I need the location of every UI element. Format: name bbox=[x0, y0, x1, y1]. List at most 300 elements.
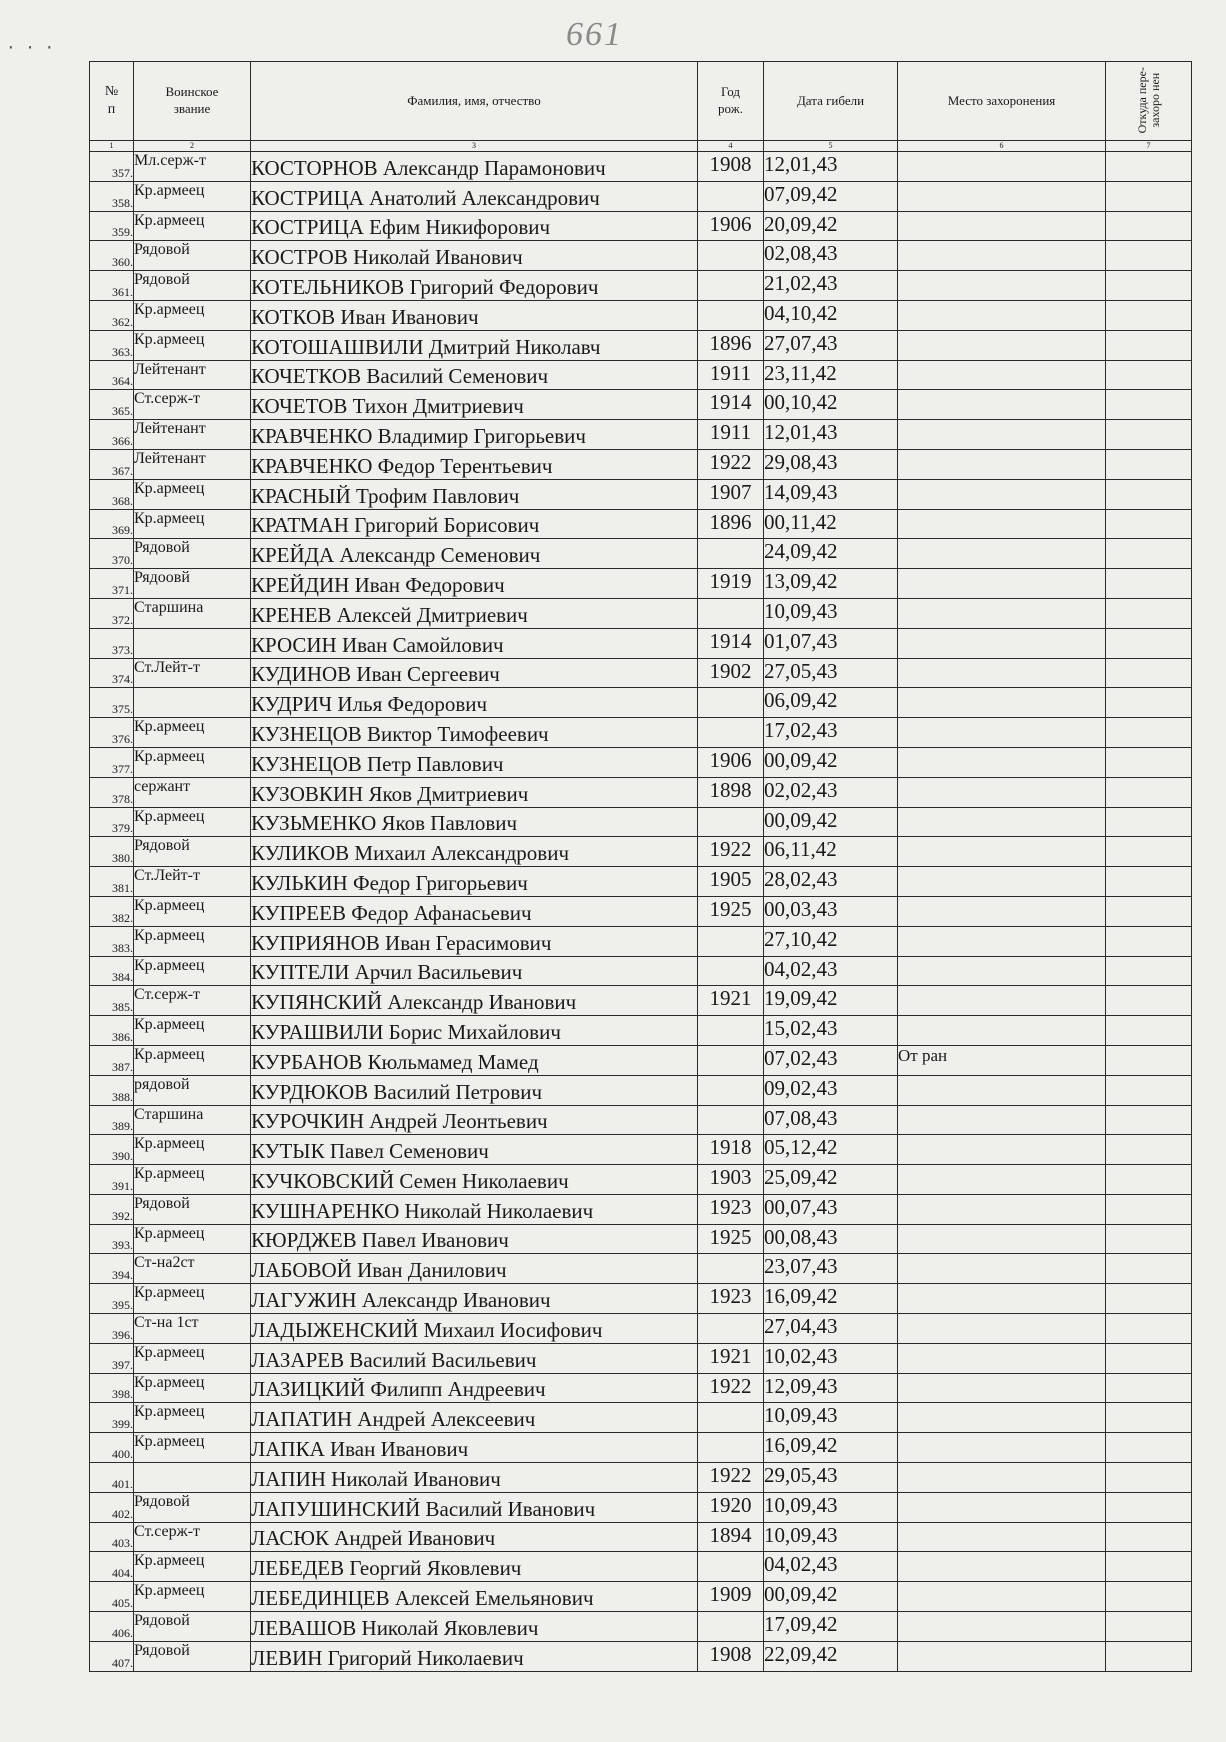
table-row bbox=[90, 360, 1192, 390]
death-date: 00,09,42 bbox=[764, 807, 898, 837]
reburied-from bbox=[1106, 986, 1192, 1016]
birth-year bbox=[698, 1075, 764, 1105]
table-row bbox=[90, 1254, 1192, 1284]
reburied-from bbox=[1106, 1135, 1192, 1165]
military-rank: Рядовой bbox=[134, 1492, 251, 1522]
full-name: ЛАПИН Николай Иванович bbox=[251, 1463, 698, 1493]
reburied-from bbox=[1106, 1612, 1192, 1642]
burial-place bbox=[898, 747, 1106, 777]
military-rank bbox=[134, 628, 251, 658]
birth-year bbox=[698, 598, 764, 628]
birth-year: 1909 bbox=[698, 1582, 764, 1612]
birth-year: 1923 bbox=[698, 1194, 764, 1224]
death-date: 00,03,43 bbox=[764, 896, 898, 926]
burial-place bbox=[898, 479, 1106, 509]
death-date: 22,09,42 bbox=[764, 1641, 898, 1671]
burial-place bbox=[898, 241, 1106, 271]
military-rank: Кр.армеец bbox=[134, 479, 251, 509]
birth-year bbox=[698, 718, 764, 748]
military-rank: Кр.армеец bbox=[134, 1224, 251, 1254]
military-rank: Ст.Лейт-т bbox=[134, 867, 251, 897]
full-name: КУЧКОВСКИЙ Семен Николаевич bbox=[251, 1165, 698, 1195]
row-number: 401. bbox=[90, 1463, 134, 1493]
table-row bbox=[90, 1314, 1192, 1344]
burial-place bbox=[898, 449, 1106, 479]
death-date: 06,11,42 bbox=[764, 837, 898, 867]
column-number: 5 bbox=[764, 141, 898, 152]
reburied-from bbox=[1106, 360, 1192, 390]
full-name: ЛАПУШИНСКИЙ Василий Иванович bbox=[251, 1492, 698, 1522]
reburied-from bbox=[1106, 1433, 1192, 1463]
military-rank: Кр.армеец bbox=[134, 1582, 251, 1612]
reburied-from bbox=[1106, 926, 1192, 956]
table-row bbox=[90, 1105, 1192, 1135]
full-name: КУЗЬМЕНКО Яков Павлович bbox=[251, 807, 698, 837]
military-rank: Старшина bbox=[134, 1105, 251, 1135]
table-row bbox=[90, 956, 1192, 986]
full-name: ЛАПАТИН Андрей Алексеевич bbox=[251, 1403, 698, 1433]
birth-year bbox=[698, 181, 764, 211]
military-rank: Кр.армеец bbox=[134, 181, 251, 211]
row-number: 407. bbox=[90, 1641, 134, 1671]
burial-place bbox=[898, 807, 1106, 837]
full-name: КРАВЧЕНКО Федор Терентьевич bbox=[251, 449, 698, 479]
birth-year bbox=[698, 1105, 764, 1135]
table-row bbox=[90, 1641, 1192, 1671]
row-number: 399. bbox=[90, 1403, 134, 1433]
death-date: 12,01,43 bbox=[764, 152, 898, 182]
column-number: 3 bbox=[251, 141, 698, 152]
reburied-from bbox=[1106, 1522, 1192, 1552]
death-date: 28,02,43 bbox=[764, 867, 898, 897]
row-number: 371. bbox=[90, 569, 134, 599]
row-number: 363. bbox=[90, 330, 134, 360]
burial-place bbox=[898, 1373, 1106, 1403]
full-name: КРЕЙДИН Иван Федорович bbox=[251, 569, 698, 599]
full-name: КОТЕЛЬНИКОВ Григорий Федорович bbox=[251, 271, 698, 301]
death-date: 09,02,43 bbox=[764, 1075, 898, 1105]
full-name: КУПРИЯНОВ Иван Герасимович bbox=[251, 926, 698, 956]
column-number-row bbox=[90, 141, 1192, 152]
full-name: ЛЕВИН Григорий Николаевич bbox=[251, 1641, 698, 1671]
full-name: КУДРИЧ Илья Федорович bbox=[251, 688, 698, 718]
birth-year: 1918 bbox=[698, 1135, 764, 1165]
full-name: КОСТРОВ Николай Иванович bbox=[251, 241, 698, 271]
burial-place bbox=[898, 1105, 1106, 1135]
death-date: 10,09,43 bbox=[764, 1522, 898, 1552]
death-date: 12,09,43 bbox=[764, 1373, 898, 1403]
burial-place bbox=[898, 628, 1106, 658]
table-row bbox=[90, 1075, 1192, 1105]
row-number: 366. bbox=[90, 420, 134, 450]
birth-year: 1911 bbox=[698, 420, 764, 450]
birth-year: 1896 bbox=[698, 330, 764, 360]
reburied-from bbox=[1106, 1492, 1192, 1522]
death-date: 04,02,43 bbox=[764, 956, 898, 986]
reburied-from bbox=[1106, 271, 1192, 301]
burial-place bbox=[898, 1194, 1106, 1224]
row-number: 361. bbox=[90, 271, 134, 301]
full-name: ЛАЗИЦКИЙ Филипп Андреевич bbox=[251, 1373, 698, 1403]
table-row bbox=[90, 569, 1192, 599]
row-number: 370. bbox=[90, 539, 134, 569]
row-number: 377. bbox=[90, 747, 134, 777]
table-row bbox=[90, 867, 1192, 897]
row-number: 387. bbox=[90, 1045, 134, 1075]
column-number: 7 bbox=[1106, 141, 1192, 152]
page-number-mark: 661 bbox=[566, 16, 623, 53]
birth-year: 1906 bbox=[698, 747, 764, 777]
military-rank: Лейтенант bbox=[134, 420, 251, 450]
birth-year bbox=[698, 271, 764, 301]
full-name: КОСТРИЦА Ефим Никифорович bbox=[251, 211, 698, 241]
reburied-from bbox=[1106, 1224, 1192, 1254]
header-from bbox=[1106, 62, 1192, 141]
table-row bbox=[90, 896, 1192, 926]
row-number: 383. bbox=[90, 926, 134, 956]
military-rank bbox=[134, 688, 251, 718]
burial-place bbox=[898, 1224, 1106, 1254]
row-number: 374. bbox=[90, 658, 134, 688]
burial-place bbox=[898, 926, 1106, 956]
corner-marks: · · · bbox=[6, 38, 55, 57]
birth-year bbox=[698, 1433, 764, 1463]
table-row bbox=[90, 330, 1192, 360]
birth-year: 1925 bbox=[698, 1224, 764, 1254]
row-number: 375. bbox=[90, 688, 134, 718]
military-rank: Рядовой bbox=[134, 271, 251, 301]
row-number: 380. bbox=[90, 837, 134, 867]
table-row bbox=[90, 1463, 1192, 1493]
birth-year: 1922 bbox=[698, 837, 764, 867]
full-name: КУРАШВИЛИ Борис Михайлович bbox=[251, 1016, 698, 1046]
death-date: 23,07,43 bbox=[764, 1254, 898, 1284]
death-date: 10,09,43 bbox=[764, 1492, 898, 1522]
header-name: Фамилия, имя, отчество bbox=[251, 62, 698, 141]
death-date: 13,09,42 bbox=[764, 569, 898, 599]
reburied-from bbox=[1106, 509, 1192, 539]
burial-place bbox=[898, 300, 1106, 330]
reburied-from bbox=[1106, 1165, 1192, 1195]
birth-year: 1914 bbox=[698, 628, 764, 658]
table-row bbox=[90, 300, 1192, 330]
reburied-from bbox=[1106, 1194, 1192, 1224]
row-number: 400. bbox=[90, 1433, 134, 1463]
reburied-from bbox=[1106, 1314, 1192, 1344]
full-name: КРАСНЫЙ Трофим Павлович bbox=[251, 479, 698, 509]
full-name: ЛЕБЕДИНЦЕВ Алексей Емельянович bbox=[251, 1582, 698, 1612]
burial-place bbox=[898, 986, 1106, 1016]
military-rank: Старшина bbox=[134, 598, 251, 628]
column-number: 1 bbox=[90, 141, 134, 152]
birth-year: 1908 bbox=[698, 152, 764, 182]
row-number: 404. bbox=[90, 1552, 134, 1582]
full-name: КУЗНЕЦОВ Петр Павлович bbox=[251, 747, 698, 777]
row-number: 393. bbox=[90, 1224, 134, 1254]
table-row bbox=[90, 1373, 1192, 1403]
row-number: 362. bbox=[90, 300, 134, 330]
birth-year: 1896 bbox=[698, 509, 764, 539]
military-rank: рядовой bbox=[134, 1075, 251, 1105]
birth-year: 1907 bbox=[698, 479, 764, 509]
row-number: 394. bbox=[90, 1254, 134, 1284]
row-number: 397. bbox=[90, 1343, 134, 1373]
full-name: КУПЯНСКИЙ Александр Иванович bbox=[251, 986, 698, 1016]
reburied-from bbox=[1106, 390, 1192, 420]
military-rank: Кр.армеец bbox=[134, 211, 251, 241]
row-number: 378. bbox=[90, 777, 134, 807]
row-number: 372. bbox=[90, 598, 134, 628]
military-rank: Ст.серж-т bbox=[134, 1522, 251, 1552]
military-rank: Ст.Лейт-т bbox=[134, 658, 251, 688]
header-date: Дата гибели bbox=[764, 62, 898, 141]
table-row bbox=[90, 688, 1192, 718]
birth-year bbox=[698, 807, 764, 837]
reburied-from bbox=[1106, 807, 1192, 837]
header-rank: Воинское звание bbox=[134, 62, 251, 141]
death-date: 24,09,42 bbox=[764, 539, 898, 569]
birth-year bbox=[698, 1254, 764, 1284]
table-row bbox=[90, 1135, 1192, 1165]
death-date: 04,10,42 bbox=[764, 300, 898, 330]
death-date: 00,07,43 bbox=[764, 1194, 898, 1224]
military-rank: Кр.армеец bbox=[134, 1433, 251, 1463]
table-row bbox=[90, 837, 1192, 867]
death-date: 15,02,43 bbox=[764, 1016, 898, 1046]
reburied-from bbox=[1106, 1343, 1192, 1373]
full-name: КОТКОВ Иван Иванович bbox=[251, 300, 698, 330]
birth-year: 1919 bbox=[698, 569, 764, 599]
reburied-from bbox=[1106, 1075, 1192, 1105]
reburied-from bbox=[1106, 956, 1192, 986]
death-date: 16,09,42 bbox=[764, 1284, 898, 1314]
burial-place bbox=[898, 211, 1106, 241]
death-date: 01,07,43 bbox=[764, 628, 898, 658]
military-rank: сержант bbox=[134, 777, 251, 807]
table-row bbox=[90, 1582, 1192, 1612]
death-date: 27,07,43 bbox=[764, 330, 898, 360]
row-number: 386. bbox=[90, 1016, 134, 1046]
table-row bbox=[90, 1016, 1192, 1046]
military-rank: Мл.серж-т bbox=[134, 152, 251, 182]
row-number: 389. bbox=[90, 1105, 134, 1135]
birth-year bbox=[698, 539, 764, 569]
burial-place bbox=[898, 1016, 1106, 1046]
full-name: КУТЫК Павел Семенович bbox=[251, 1135, 698, 1165]
header-place: Место захоронения bbox=[898, 62, 1106, 141]
birth-year bbox=[698, 1314, 764, 1344]
military-rank: Кр.армеец bbox=[134, 1045, 251, 1075]
burial-place bbox=[898, 956, 1106, 986]
birth-year: 1922 bbox=[698, 1463, 764, 1493]
birth-year: 1922 bbox=[698, 1373, 764, 1403]
birth-year: 1921 bbox=[698, 986, 764, 1016]
reburied-from bbox=[1106, 211, 1192, 241]
military-rank: Ст-на 1ст bbox=[134, 1314, 251, 1344]
header-from-label: Откуда пере-захоро нен bbox=[1134, 66, 1162, 134]
death-date: 10,02,43 bbox=[764, 1343, 898, 1373]
birth-year bbox=[698, 956, 764, 986]
military-rank: Лейтенант bbox=[134, 360, 251, 390]
death-date: 07,02,43 bbox=[764, 1045, 898, 1075]
death-date: 19,09,42 bbox=[764, 986, 898, 1016]
burial-place bbox=[898, 1463, 1106, 1493]
full-name: КРАТМАН Григорий Борисович bbox=[251, 509, 698, 539]
military-rank: Кр.армеец bbox=[134, 509, 251, 539]
reburied-from bbox=[1106, 658, 1192, 688]
row-number: 403. bbox=[90, 1522, 134, 1552]
row-number: 395. bbox=[90, 1284, 134, 1314]
military-rank: Кр.армеец bbox=[134, 718, 251, 748]
row-number: 390. bbox=[90, 1135, 134, 1165]
birth-year: 1894 bbox=[698, 1522, 764, 1552]
full-name: КОТОШАШВИЛИ Дмитрий Николавч bbox=[251, 330, 698, 360]
column-number: 6 bbox=[898, 141, 1106, 152]
death-date: 16,09,42 bbox=[764, 1433, 898, 1463]
birth-year: 1905 bbox=[698, 867, 764, 897]
reburied-from bbox=[1106, 1641, 1192, 1671]
table-row bbox=[90, 747, 1192, 777]
full-name: КУПТЕЛИ Арчил Васильевич bbox=[251, 956, 698, 986]
burial-place bbox=[898, 1254, 1106, 1284]
table-row bbox=[90, 1403, 1192, 1433]
table-row bbox=[90, 390, 1192, 420]
reburied-from bbox=[1106, 1045, 1192, 1075]
column-number: 2 bbox=[134, 141, 251, 152]
table-row bbox=[90, 986, 1192, 1016]
death-date: 27,05,43 bbox=[764, 658, 898, 688]
death-date: 20,09,42 bbox=[764, 211, 898, 241]
birth-year: 1906 bbox=[698, 211, 764, 241]
reburied-from bbox=[1106, 598, 1192, 628]
full-name: ЛАСЮК Андрей Иванович bbox=[251, 1522, 698, 1552]
burial-place bbox=[898, 330, 1106, 360]
burial-place bbox=[898, 1165, 1106, 1195]
burial-place bbox=[898, 1552, 1106, 1582]
birth-year bbox=[698, 926, 764, 956]
death-date: 17,02,43 bbox=[764, 718, 898, 748]
military-rank: Ст.серж-т bbox=[134, 986, 251, 1016]
row-number: 398. bbox=[90, 1373, 134, 1403]
military-rank: Кр.армеец bbox=[134, 807, 251, 837]
row-number: 396. bbox=[90, 1314, 134, 1344]
death-date: 17,09,42 bbox=[764, 1612, 898, 1642]
full-name: КРЕНЕВ Алексей Дмитриевич bbox=[251, 598, 698, 628]
table-row bbox=[90, 449, 1192, 479]
table-row bbox=[90, 1612, 1192, 1642]
full-name: КУРОЧКИН Андрей Леонтьевич bbox=[251, 1105, 698, 1135]
military-rank: Ст.серж-т bbox=[134, 390, 251, 420]
table-row bbox=[90, 628, 1192, 658]
burial-place bbox=[898, 509, 1106, 539]
full-name: КУПРЕЕВ Федор Афанасьевич bbox=[251, 896, 698, 926]
death-date: 07,09,42 bbox=[764, 181, 898, 211]
burial-place bbox=[898, 1343, 1106, 1373]
military-rank: Кр.армеец bbox=[134, 1284, 251, 1314]
death-date: 04,02,43 bbox=[764, 1552, 898, 1582]
table-row bbox=[90, 718, 1192, 748]
death-date: 29,05,43 bbox=[764, 1463, 898, 1493]
table-row bbox=[90, 1552, 1192, 1582]
reburied-from bbox=[1106, 241, 1192, 271]
table-row bbox=[90, 1045, 1192, 1075]
header-num: № п bbox=[90, 62, 134, 141]
table-row bbox=[90, 1492, 1192, 1522]
burial-place bbox=[898, 896, 1106, 926]
burial-place bbox=[898, 420, 1106, 450]
burial-place bbox=[898, 658, 1106, 688]
military-rank: Кр.армеец bbox=[134, 300, 251, 330]
table-row bbox=[90, 1165, 1192, 1195]
table-row bbox=[90, 152, 1192, 182]
table-row bbox=[90, 598, 1192, 628]
burial-place bbox=[898, 598, 1106, 628]
table-row bbox=[90, 1522, 1192, 1552]
military-rank: Кр.армеец bbox=[134, 1552, 251, 1582]
burial-place bbox=[898, 1582, 1106, 1612]
row-number: 369. bbox=[90, 509, 134, 539]
burial-place bbox=[898, 1403, 1106, 1433]
burial-place bbox=[898, 1314, 1106, 1344]
burial-place bbox=[898, 837, 1106, 867]
full-name: КУРБАНОВ Кюльмамед Мамед bbox=[251, 1045, 698, 1075]
birth-year: 1902 bbox=[698, 658, 764, 688]
military-rank: Кр.армеец bbox=[134, 330, 251, 360]
burial-place bbox=[898, 152, 1106, 182]
birth-year: 1911 bbox=[698, 360, 764, 390]
death-date: 12,01,43 bbox=[764, 420, 898, 450]
military-rank: Кр.армеец bbox=[134, 1373, 251, 1403]
table-row bbox=[90, 1224, 1192, 1254]
full-name: КЮРДЖЕВ Павел Иванович bbox=[251, 1224, 698, 1254]
full-name: КУЛЬКИН Федор Григорьевич bbox=[251, 867, 698, 897]
table-row bbox=[90, 241, 1192, 271]
table-row bbox=[90, 181, 1192, 211]
death-date: 23,11,42 bbox=[764, 360, 898, 390]
row-number: 391. bbox=[90, 1165, 134, 1195]
death-date: 00,08,43 bbox=[764, 1224, 898, 1254]
death-date: 10,09,43 bbox=[764, 598, 898, 628]
burial-place: От ран bbox=[898, 1045, 1106, 1075]
military-rank: Ст-на2ст bbox=[134, 1254, 251, 1284]
header-year: Год рож. bbox=[698, 62, 764, 141]
death-date: 27,10,42 bbox=[764, 926, 898, 956]
table-row bbox=[90, 777, 1192, 807]
row-number: 381. bbox=[90, 867, 134, 897]
full-name: ЛАГУЖИН Александр Иванович bbox=[251, 1284, 698, 1314]
row-number: 357. bbox=[90, 152, 134, 182]
birth-year: 1898 bbox=[698, 777, 764, 807]
burial-place bbox=[898, 569, 1106, 599]
full-name: КОСТРИЦА Анатолий Александрович bbox=[251, 181, 698, 211]
row-number: 402. bbox=[90, 1492, 134, 1522]
full-name: КУРДЮКОВ Василий Петрович bbox=[251, 1075, 698, 1105]
death-date: 02,02,43 bbox=[764, 777, 898, 807]
birth-year: 1903 bbox=[698, 1165, 764, 1195]
table-row bbox=[90, 1194, 1192, 1224]
death-date: 00,10,42 bbox=[764, 390, 898, 420]
burial-place bbox=[898, 360, 1106, 390]
reburied-from bbox=[1106, 718, 1192, 748]
full-name: ЛАДЫЖЕНСКИЙ Михаил Иосифович bbox=[251, 1314, 698, 1344]
birth-year bbox=[698, 1612, 764, 1642]
reburied-from bbox=[1106, 837, 1192, 867]
reburied-from bbox=[1106, 1254, 1192, 1284]
birth-year bbox=[698, 241, 764, 271]
full-name: КОЧЕТКОВ Василий Семенович bbox=[251, 360, 698, 390]
death-date: 27,04,43 bbox=[764, 1314, 898, 1344]
full-name: КУЛИКОВ Михаил Александрович bbox=[251, 837, 698, 867]
